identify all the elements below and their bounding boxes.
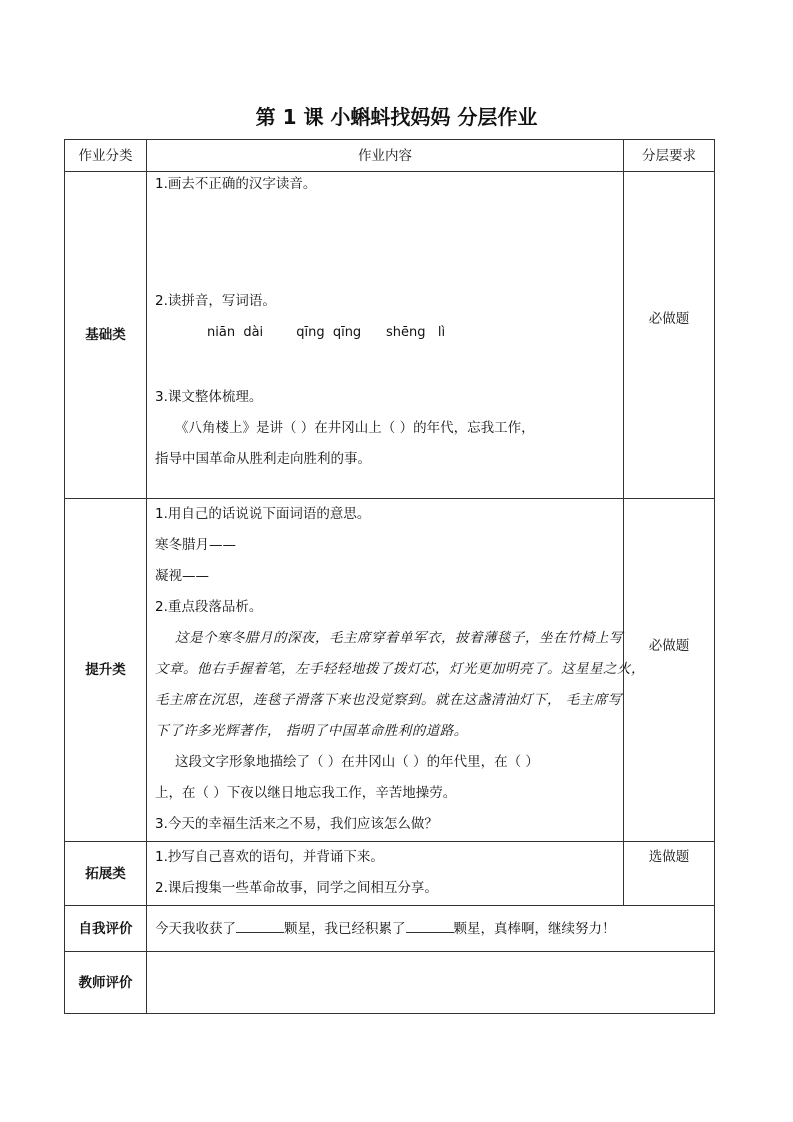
passage-line: 这是个寒冬腊月的深夜，毛主席穿着单军衣，披着薄毯子，坐在竹椅上写 <box>175 630 623 646</box>
question-text: 3.课文整体梳理。 <box>155 389 263 405</box>
question-text: 凝视—— <box>155 568 209 584</box>
category-basic: 基础类 <box>65 172 147 499</box>
content-basic <box>147 172 624 499</box>
requirement-basic: 必做题 <box>624 172 715 499</box>
content-self-eval <box>147 906 715 952</box>
question-text: 指导中国革命从胜利走向胜利的事。 <box>155 451 371 467</box>
self-eval-text: 颗星，真棒啊，继续努力！ <box>453 920 616 937</box>
table-header-row <box>65 140 715 172</box>
blank-line[interactable] <box>406 918 454 933</box>
table-row <box>65 952 715 1014</box>
question-text: 《八角楼上》是讲（ ）在井冈山上（ ）的年代，忘我工作， <box>175 420 535 436</box>
header-requirement: 分层要求 <box>624 140 715 172</box>
table-row <box>65 842 715 906</box>
requirement-advanced: 必做题 <box>624 499 715 842</box>
question-text: 1.用自己的话说说下面词语的意思。 <box>155 506 371 522</box>
passage-line: 毛主席在沉思，连毯子滑落下来也没觉察到。就在这盏清油灯下， 毛主席写 <box>155 692 622 708</box>
table-row <box>65 172 715 499</box>
question-text: 2.读拼音，写词语。 <box>155 293 276 309</box>
question-text: 这段文字形象地描绘了（ ）在井冈山（ ）的年代里，在（ ） <box>175 754 539 770</box>
requirement-extension: 选做题 <box>624 842 715 906</box>
content-advanced <box>147 499 645 842</box>
category-teacher-eval: 教师评价 <box>65 952 147 1014</box>
category-extension: 拓展类 <box>65 842 147 906</box>
question-text: 2.课后搜集一些革命故事，同学之间相互分享。 <box>155 880 438 896</box>
question-text: 2.重点段落品析。 <box>155 599 263 615</box>
category-self-eval: 自我评价 <box>65 906 147 952</box>
page-title: 第 1 课 小蝌蚪找妈妈 分层作业 <box>255 105 538 129</box>
table-row <box>65 499 715 842</box>
homework-table <box>64 139 715 1014</box>
table-row <box>65 906 715 952</box>
question-text: 1.抄写自己喜欢的语句，并背诵下来。 <box>155 849 384 865</box>
question-text: 上，在（ ）下夜以继日地忘我工作，辛苦地操劳。 <box>155 785 457 801</box>
self-eval-text: 颗星，我已经积累了 <box>284 920 406 937</box>
pinyin-line: niān dài qīng qīng shēng lì <box>207 325 446 340</box>
blank-line[interactable] <box>236 918 284 933</box>
answer-space <box>155 348 615 382</box>
passage-line: 文章。他右手握着笔，左手轻轻地拨了拨灯芯，灯光更加明亮了。这星星之火， <box>155 661 645 677</box>
question-text: 寒冬腊月—— <box>155 537 236 553</box>
question-text: 3.今天的幸福生活来之不易，我们应该怎么做？ <box>155 816 438 832</box>
question-text: 1.画去不正确的汉字读音。 <box>155 176 317 192</box>
content-teacher-eval[interactable] <box>147 952 715 1014</box>
passage-line: 下了许多光辉著作， 指明了中国革命胜利的道路。 <box>155 723 468 739</box>
answer-space <box>155 196 615 286</box>
header-content: 作业内容 <box>147 140 624 172</box>
content-extension <box>147 842 624 906</box>
category-advanced: 提升类 <box>65 499 147 842</box>
self-eval-text: 今天我收获了 <box>155 920 236 937</box>
header-category: 作业分类 <box>65 140 147 172</box>
